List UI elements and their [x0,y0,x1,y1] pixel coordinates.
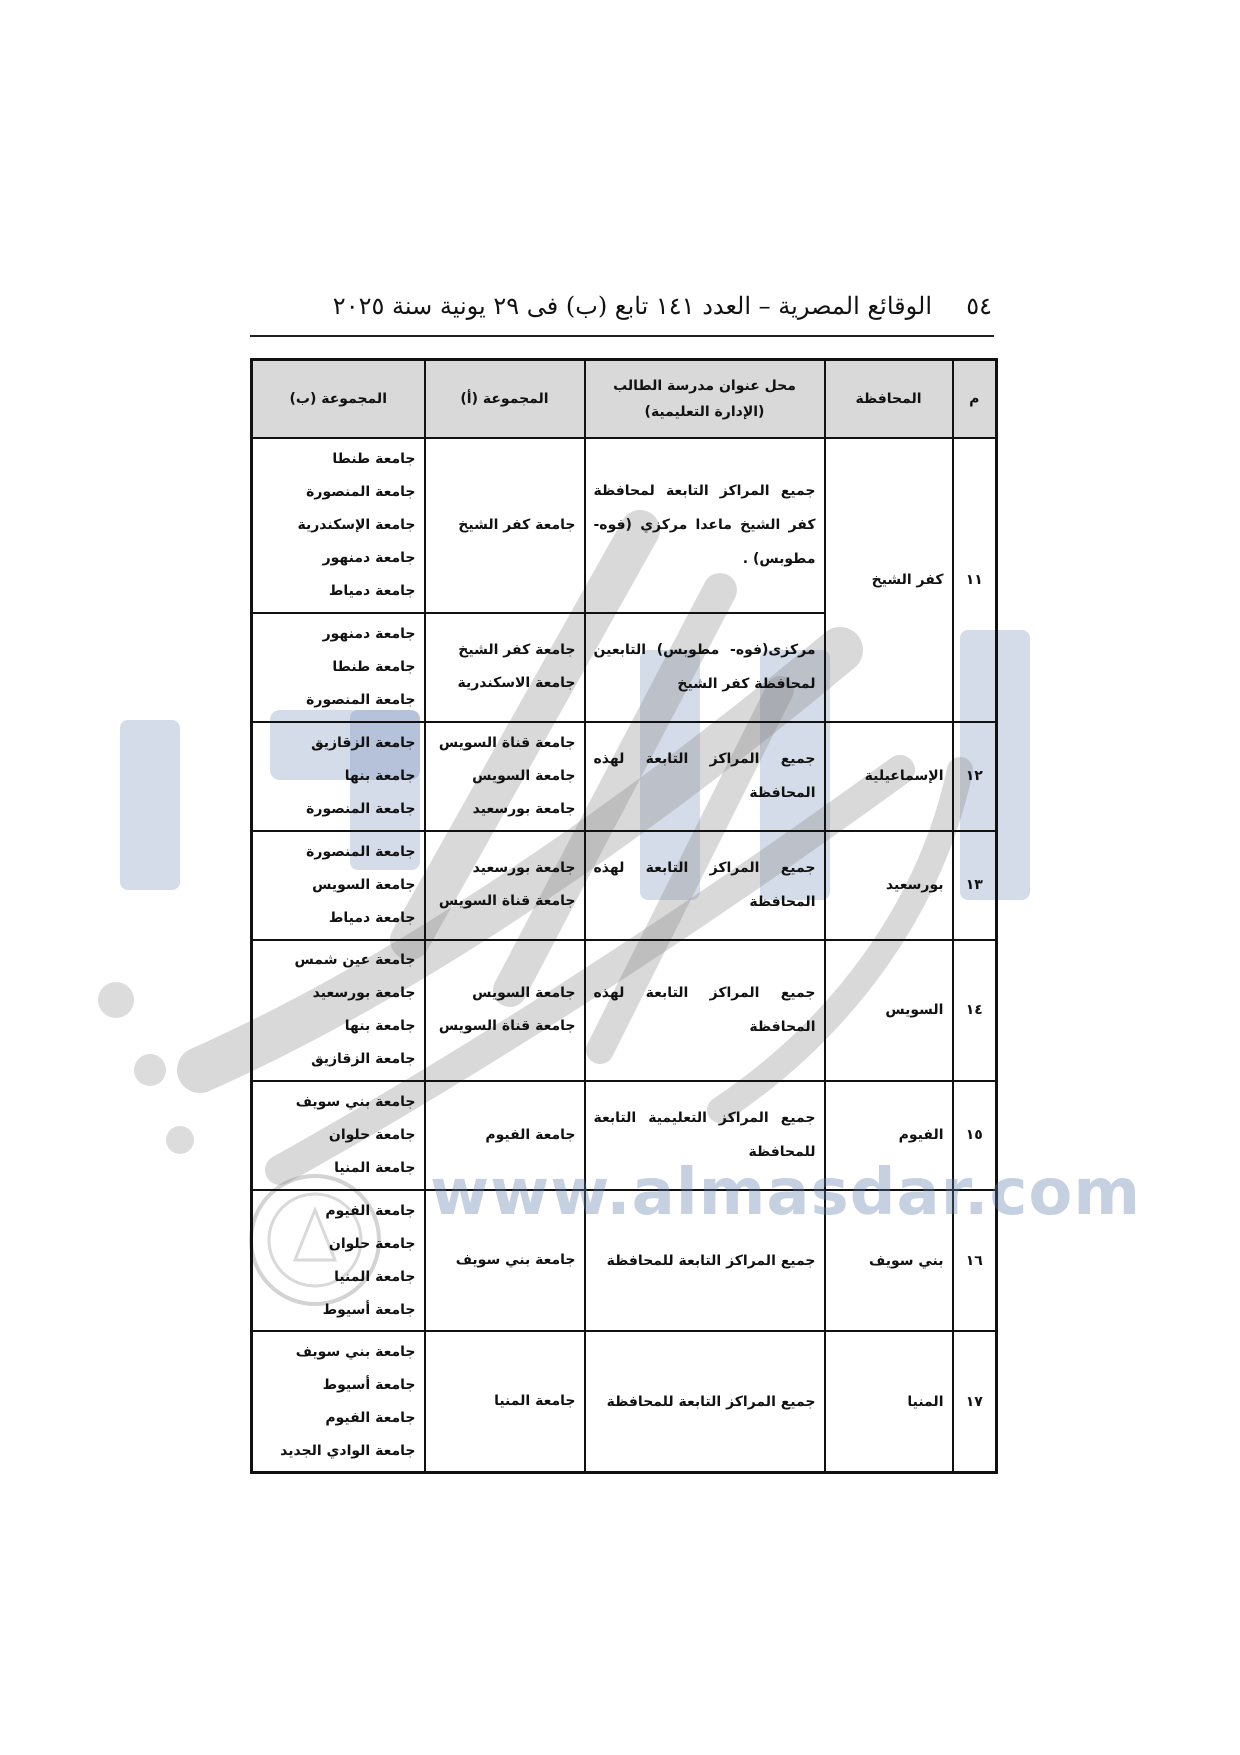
group-b-cell [252,940,425,1081]
address-cell: مركزى(فوه- مطوبس) التابعين لمحافظة كفر الشيخ [585,613,825,722]
group-b-cell [252,613,425,722]
row-number: ١٤ [953,940,997,1081]
header-group-b: المجموعة (ب) [252,360,425,439]
university-item: جامعة بني سويف [295,1343,416,1360]
university-item: جامعة قناة السويس [438,734,576,751]
governorate-cell: المنيا [825,1331,953,1472]
group-b-cell [252,831,425,940]
university-item: جامعة عين شمس [294,952,416,969]
university-item: جامعة دمنهور [322,549,416,566]
table-row [252,940,997,1081]
header-address [585,360,825,439]
row-number: ١٦ [953,1190,997,1331]
row-number: ١٧ [953,1331,997,1472]
university-item: جامعة السويس [472,767,576,784]
university-item: جامعة الإسكندرية [297,516,416,533]
table-header-row [252,360,997,439]
university-item: جامعة حلوان [328,1126,416,1143]
header-governorate: المحافظة [825,360,953,439]
header-num: م [953,360,997,439]
page-number: ٥٤ [966,292,992,320]
university-item: جامعة قناة السويس [438,893,576,910]
university-item: جامعة بني سويف [455,1252,576,1269]
university-item: جامعة كفر الشيخ [458,642,576,659]
university-item: جامعة الزقازيق [311,1051,416,1068]
group-a-cell [425,613,585,722]
row-number: ١٣ [953,831,997,940]
table-row [252,1331,997,1472]
university-item: جامعة الوادي الجديد [280,1442,416,1459]
university-item: جامعة المنصورة [306,843,416,860]
header-address-line: محل عنوان مدرسة الطالب [613,378,796,394]
university-item: جامعة المنصورة [306,483,416,500]
university-item: جامعة دمياط [328,582,416,599]
header-divider [250,335,994,337]
group-b-cell [252,1190,425,1331]
group-a-cell [425,940,585,1081]
university-item: جامعة قناة السويس [438,1018,576,1035]
university-item: جامعة طنطا [332,658,416,675]
university-item: جامعة بورسعيد [472,860,576,877]
group-b-cell [252,722,425,831]
university-item: جامعة دمنهور [322,625,416,642]
university-item: جامعة بني سويف [295,1093,416,1110]
address-cell: جميع المراكز التابعة لهذه المحافظة [585,940,825,1081]
row-number: ١١ [953,438,997,722]
group-a-cell [425,438,585,613]
distribution-table [250,358,998,1474]
university-item: جامعة بورسعيد [312,985,416,1002]
address-cell: جميع المراكز التابعة للمحافظة [585,1190,825,1331]
university-item: جامعة أسيوط [322,1376,416,1393]
row-number: ١٢ [953,722,997,831]
group-a-cell [425,1331,585,1472]
governorate-cell: الإسماعيلية [825,722,953,831]
university-item: جامعة كفر الشيخ [458,516,576,533]
table-row [252,438,997,613]
university-item: جامعة بنها [344,767,416,784]
address-cell: جميع المراكز التابعة للمحافظة [585,1331,825,1472]
group-b-cell [252,1081,425,1190]
university-item: جامعة المنيا [494,1393,576,1410]
address-cell: جميع المراكز التابعة لهذه المحافظة [585,722,825,831]
address-cell: جميع المراكز التابعة لمحافظة كفر الشيخ ماعدا مركزي (فوه- مطوبس) . [585,438,825,613]
university-item: جامعة أسيوط [322,1301,416,1318]
header-group-a: المجموعة (أ) [425,360,585,439]
governorate-cell: بورسعيد [825,831,953,940]
group-b-cell [252,438,425,613]
address-cell: جميع المراكز التعليمية التابعة للمحافظة [585,1081,825,1190]
governorate-cell: الفيوم [825,1081,953,1190]
governorate-cell: بني سويف [825,1190,953,1331]
university-item: جامعة المنصورة [306,691,416,708]
university-item: جامعة الاسكندرية [457,675,576,692]
university-item: جامعة بورسعيد [472,800,576,817]
university-item: جامعة دمياط [328,909,416,926]
university-item: جامعة الفيوم [485,1126,576,1143]
header-address-line: (الإدارة التعليمية) [644,404,765,420]
table-row [252,831,997,940]
group-a-cell [425,831,585,940]
university-item: جامعة الفيوم [325,1409,416,1426]
university-item: جامعة المنصورة [306,800,416,817]
university-item: جامعة المنيا [334,1159,416,1176]
university-item: جامعة حلوان [328,1235,416,1252]
group-a-cell [425,722,585,831]
university-item: جامعة الزقازيق [311,734,416,751]
table-row [252,722,997,831]
page-header [250,282,994,330]
university-item: جامعة المنيا [334,1268,416,1285]
university-item: جامعة الفيوم [325,1202,416,1219]
university-item: جامعة طنطا [332,450,416,467]
publication-title: الوقائع المصرية – العدد ١٤١ تابع (ب) فى ٢٩ يونية سنة ٢٠٢٥ [332,292,932,320]
university-item: جامعة السويس [312,876,416,893]
row-number: ١٥ [953,1081,997,1190]
governorate-cell: السويس [825,940,953,1081]
watermark-url: www.almasdar.com [430,1156,1142,1230]
address-cell: جميع المراكز التابعة لهذه المحافظة [585,831,825,940]
university-item: جامعة بنها [344,1018,416,1035]
governorate-cell: كفر الشيخ [825,438,953,722]
university-item: جامعة السويس [472,985,576,1002]
group-b-cell [252,1331,425,1472]
